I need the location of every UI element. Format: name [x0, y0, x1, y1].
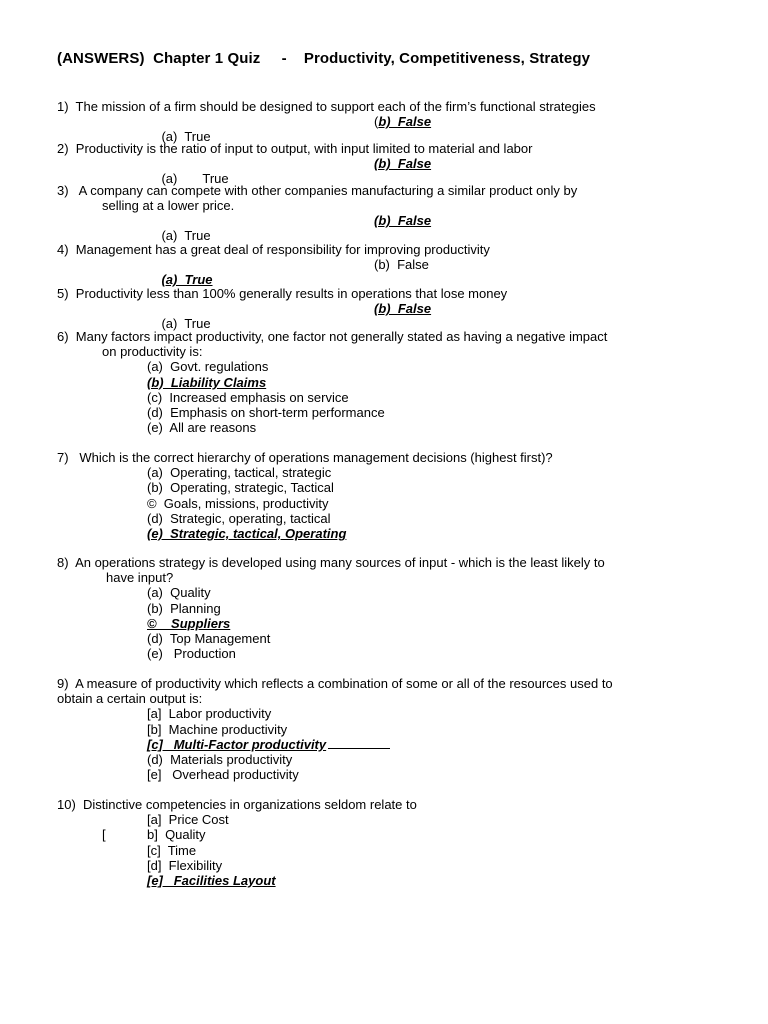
- question-text-cont: selling at a lower price.: [102, 198, 235, 214]
- question-text: 6) Many factors impact productivity, one factor not generally stated as having a negative impact: [57, 329, 608, 344]
- option-a: (a) True: [161, 228, 211, 244]
- option: (b) Operating, strategic, Tactical: [147, 480, 334, 496]
- option: (d) Strategic, operating, tactical: [147, 510, 331, 526]
- option-a: (a) True: [161, 171, 229, 187]
- answer: (b) False: [374, 301, 432, 317]
- option: (d) Materials productivity: [147, 751, 293, 767]
- option: [e] Overhead productivity: [147, 767, 299, 783]
- option: [d] Flexibility: [147, 857, 223, 873]
- question-3: [57, 183, 578, 244]
- option: [c] Time: [147, 842, 197, 858]
- option: [57, 873, 417, 888]
- question-text: 10) Distinctive competencies in organizations seldom relate to: [57, 797, 417, 812]
- question-text: 1) The mission of a firm should be designed to support each of the firm’s functional strategies: [57, 99, 596, 114]
- option-b: (b) False: [374, 257, 429, 273]
- answer: b) False: [378, 114, 432, 130]
- option: (a) Govt. regulations: [147, 359, 269, 375]
- question-6: [57, 329, 607, 435]
- option: [57, 526, 553, 541]
- option-b: (b) False: [374, 114, 432, 130]
- stray-bracket: [: [102, 827, 106, 843]
- question-text: 4) Management has a great deal of responsibility for improving productivity: [57, 242, 490, 257]
- question-2: [57, 141, 533, 187]
- option: [57, 375, 607, 390]
- question-text: 8) An operations strategy is developed using many sources of input - which is the least likely to: [57, 555, 605, 570]
- question-text-cont: have input?: [106, 570, 174, 586]
- question-text: 9) A measure of productivity which reflects a combination of some or all of the resources used to: [57, 676, 613, 691]
- option-row: [57, 156, 532, 187]
- option: [ b] Quality: [102, 827, 206, 843]
- option-row: [57, 301, 507, 332]
- option-row: [57, 114, 596, 145]
- answer: © Suppliers: [147, 615, 231, 631]
- question-4: [57, 242, 490, 288]
- option: [a] Price Cost: [147, 812, 229, 828]
- option: [a] Labor productivity: [147, 706, 272, 722]
- question-7: [57, 450, 553, 541]
- answer: [c] Multi-Factor productivity: [147, 736, 327, 752]
- option: (e) Production: [147, 646, 236, 662]
- answer: [e] Facilities Layout: [147, 872, 276, 888]
- question-text: 5) Productivity less than 100% generally results in operations that lose money: [57, 286, 508, 301]
- question-text: 7) Which is the correct hierarchy of operations management decisions (highest first)?: [57, 450, 553, 465]
- option-a: (a) True: [161, 316, 211, 332]
- answer: (b) False: [374, 156, 432, 172]
- question-5: [57, 286, 508, 332]
- answer: (e) Strategic, tactical, Operating: [147, 525, 347, 541]
- page-title: (ANSWERS) Chapter 1 Quiz - Productivity, Competitiveness, Strategy: [57, 50, 591, 67]
- option: (a) Operating, tactical, strategic: [147, 465, 332, 481]
- option: (a) Quality: [147, 585, 211, 601]
- answer: (b) Liability Claims: [147, 374, 267, 390]
- option: (e) All are reasons: [147, 420, 257, 436]
- question-text: 2) Productivity is the ratio of input to output, with input limited to material and labor: [57, 141, 533, 156]
- question-1: [57, 99, 596, 145]
- option: (d) Emphasis on short-term performance: [147, 404, 385, 420]
- question-9: [57, 676, 613, 782]
- option-row: [57, 257, 490, 288]
- option: (c) Increased emphasis on service: [147, 389, 349, 405]
- question-8: [57, 555, 605, 661]
- option-row: [57, 213, 577, 244]
- option: © Goals, missions, productivity: [147, 495, 329, 511]
- answer: (a) True: [161, 272, 213, 288]
- option: [b] Machine productivity: [147, 721, 288, 737]
- question-text-cont: on productivity is:: [102, 344, 203, 360]
- option: (d) Top Management: [147, 630, 271, 646]
- answer: (b) False: [374, 213, 432, 229]
- question-text-cont: obtain a certain output is:: [57, 691, 203, 707]
- option-a: (a) True: [161, 129, 211, 145]
- answer-blank-line: [328, 737, 390, 749]
- option: (b) Planning: [147, 600, 221, 616]
- question-text: 3) A company can compete with other companies manufacturing a similar product only by: [57, 183, 578, 198]
- option: [57, 737, 613, 752]
- question-10: [57, 797, 417, 888]
- option: [57, 616, 605, 631]
